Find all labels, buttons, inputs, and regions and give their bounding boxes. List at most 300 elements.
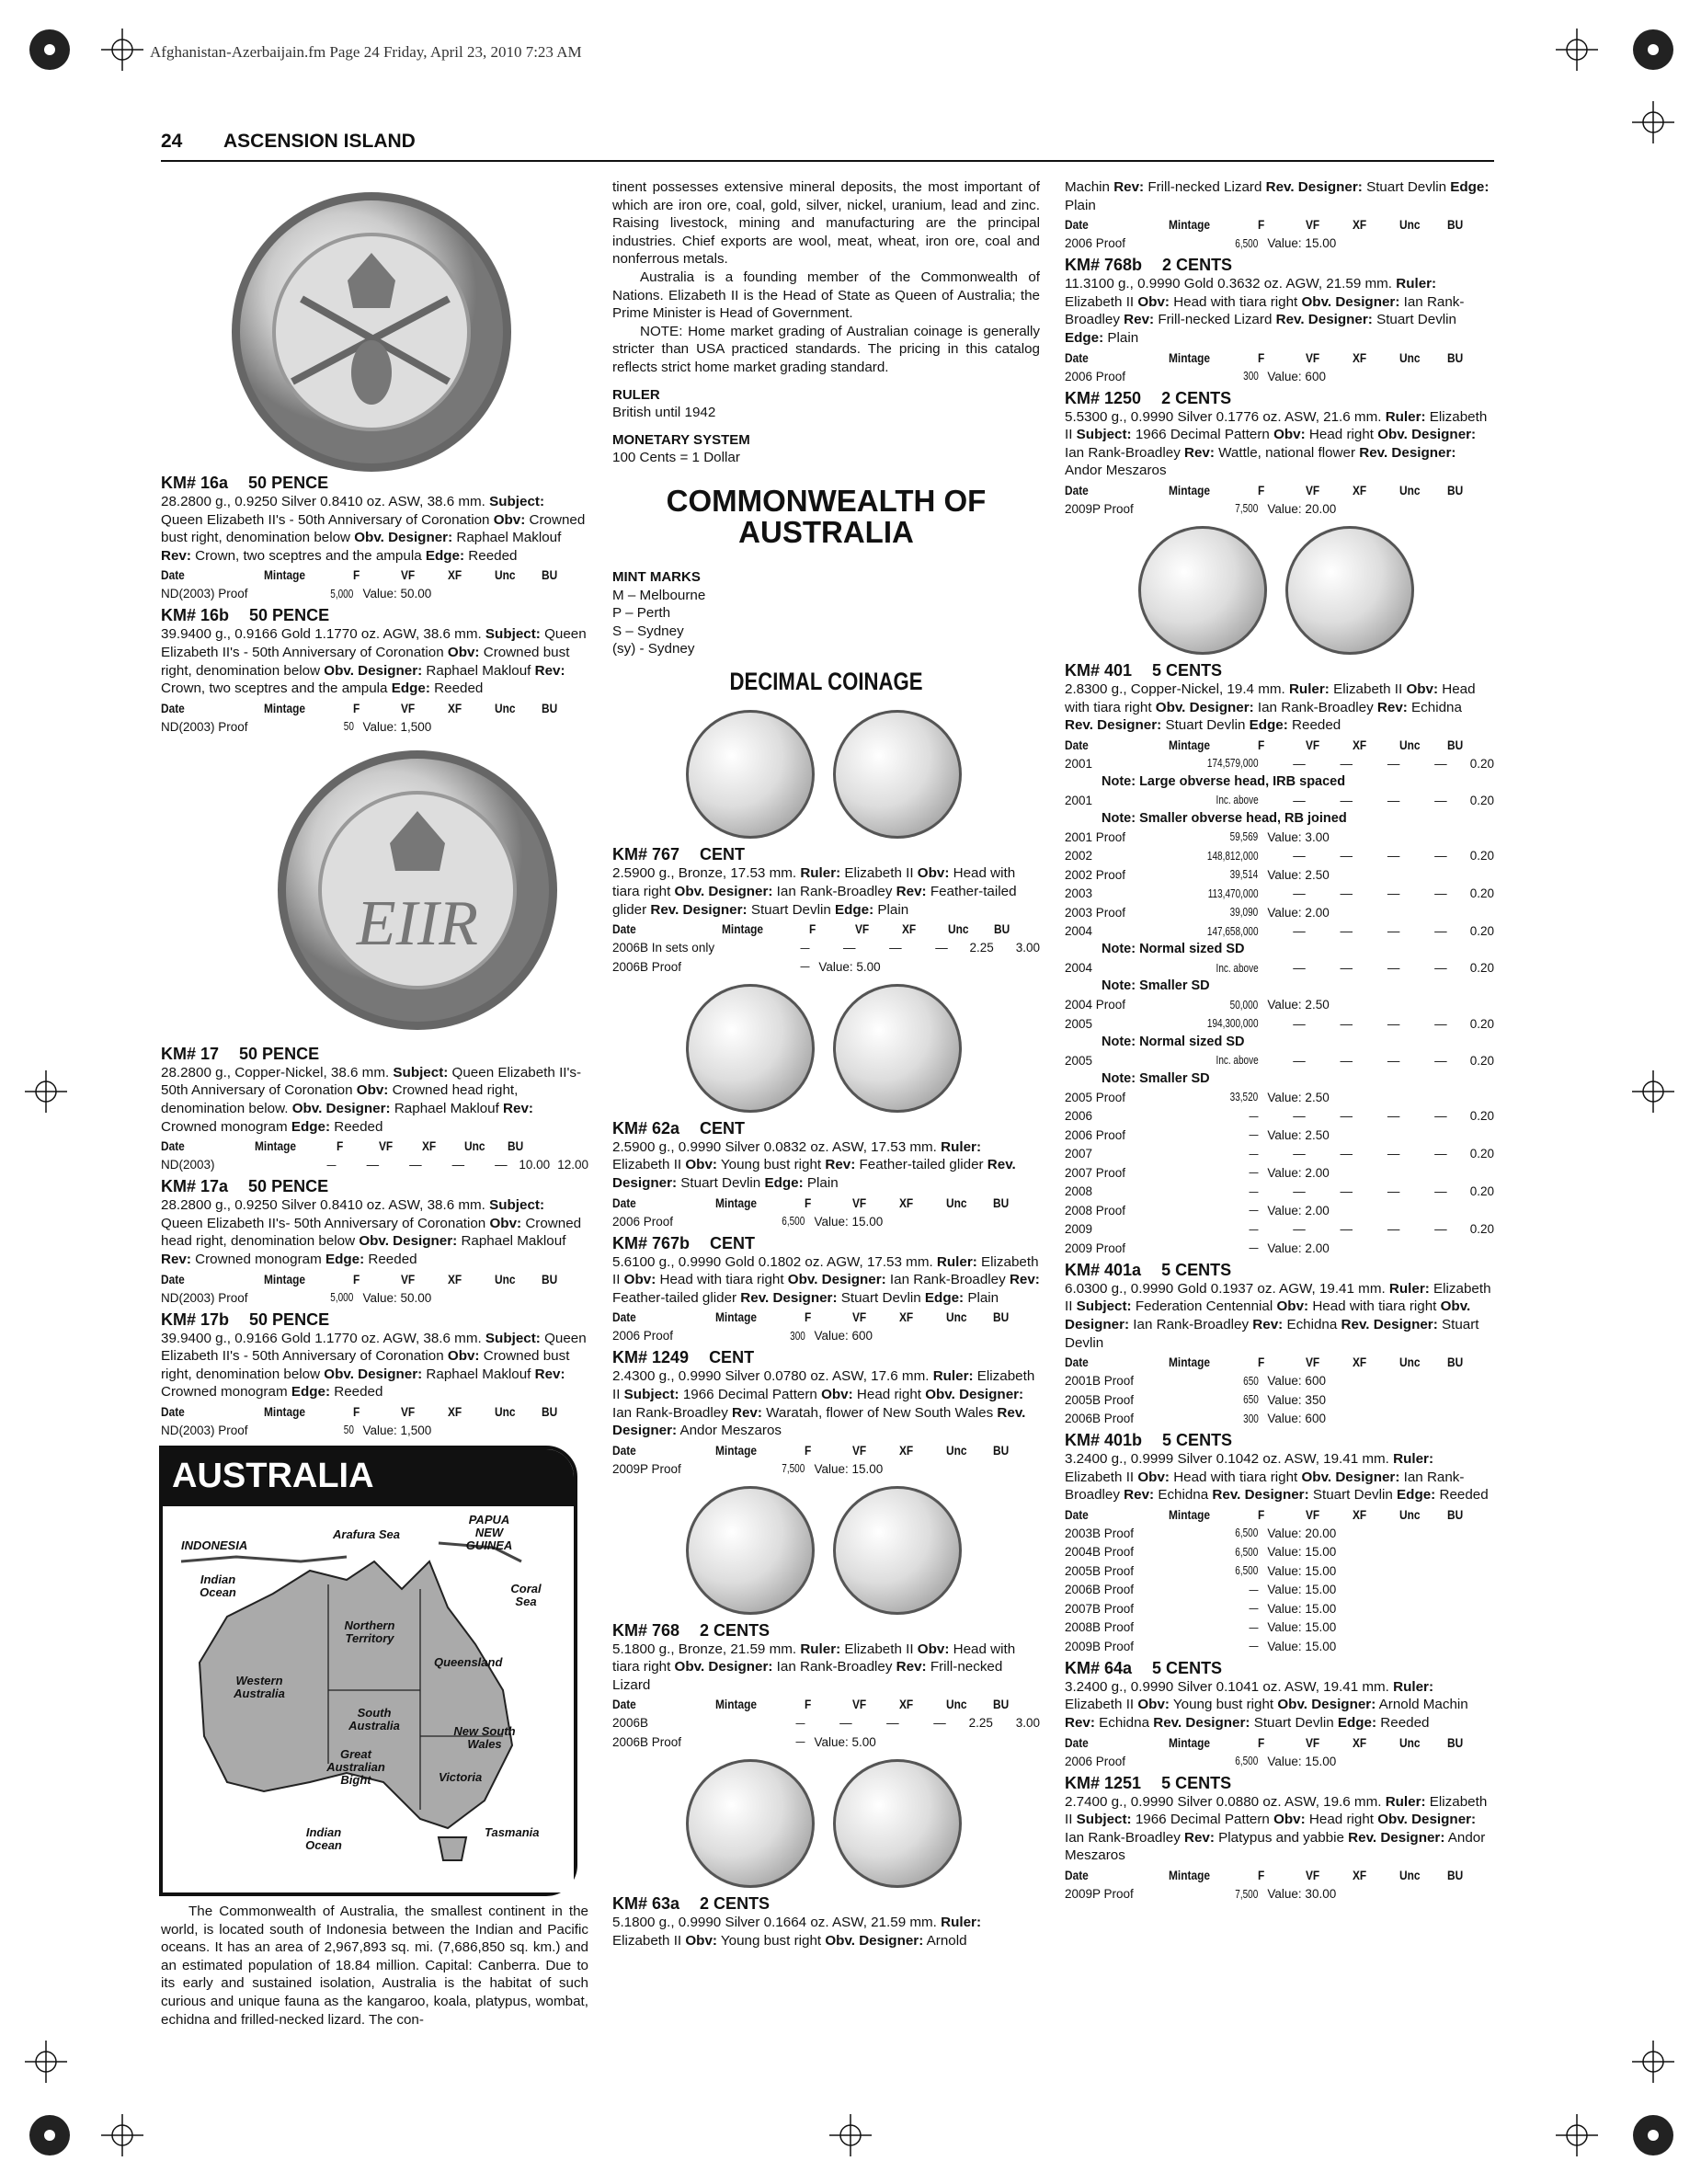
row-mintage: 650 bbox=[1242, 1374, 1259, 1388]
row-date: 2007B Proof bbox=[1065, 1601, 1135, 1616]
field-label: Ruler: bbox=[1393, 1451, 1434, 1468]
field-label: Rev: bbox=[1124, 312, 1155, 328]
row-mintage: — bbox=[1249, 1620, 1259, 1634]
table-header-row bbox=[1065, 1354, 1494, 1372]
map-label: Great Australian Bight bbox=[326, 1747, 385, 1787]
table-row bbox=[1065, 847, 1494, 866]
field-label: Rev: bbox=[534, 1366, 565, 1382]
column-header: Mintage bbox=[264, 700, 306, 715]
row-mintage: 50,000 bbox=[1229, 998, 1259, 1012]
row-cell: — bbox=[1434, 849, 1447, 863]
field-value: Crowned monogram bbox=[190, 1251, 325, 1267]
field-label: Rev: bbox=[1113, 179, 1145, 195]
row-mintage: 6,500 bbox=[1235, 1545, 1259, 1559]
column-header: F bbox=[809, 921, 816, 937]
field-label: Subject: bbox=[489, 1197, 545, 1214]
field-value: Head right bbox=[1305, 427, 1378, 443]
field-value: Reeded bbox=[330, 1384, 383, 1401]
row-cell: 0.20 bbox=[1469, 961, 1494, 976]
row-cell: 147,658,000 bbox=[1206, 924, 1259, 938]
table-header-row bbox=[1065, 1506, 1494, 1525]
field-label: Obv. Designer: bbox=[787, 1272, 886, 1288]
row-date: 2008 bbox=[1065, 1184, 1093, 1199]
table-row bbox=[1065, 1599, 1494, 1618]
column-header: F bbox=[1258, 217, 1265, 233]
field-value: 3.2400 g., 0.9990 Silver 0.1041 oz. ASW, 19.41 mm. bbox=[1065, 1678, 1394, 1695]
row-value: Value: 30.00 bbox=[1267, 1887, 1337, 1902]
column-header: BU bbox=[1446, 737, 1463, 752]
table-header-row bbox=[161, 1403, 588, 1422]
field-value: Machin bbox=[1065, 179, 1114, 195]
row-date: 2009 bbox=[1065, 1222, 1093, 1237]
field-label: Edge: bbox=[1450, 179, 1490, 195]
column-header: VF bbox=[400, 1403, 415, 1419]
table-header-row bbox=[612, 1195, 1040, 1213]
column-header: VF bbox=[1305, 349, 1319, 365]
entry-heading bbox=[161, 1310, 588, 1330]
field-value: Raphael Maklouf bbox=[457, 1233, 566, 1250]
row-mintage: 6,500 bbox=[1235, 1755, 1259, 1768]
column-header: XF bbox=[1353, 737, 1367, 752]
row-date: 2002 bbox=[1065, 849, 1093, 863]
field-value: Echidna bbox=[1154, 1487, 1213, 1504]
km-number: KM# 17a bbox=[161, 1177, 229, 1196]
field-value: Feather-tailed glider bbox=[612, 884, 1017, 918]
table-row bbox=[1065, 1372, 1494, 1391]
row-cell: — bbox=[1387, 1053, 1400, 1068]
field-value: Frill-necked Lizard bbox=[1154, 312, 1276, 328]
mint-mark: P – Perth bbox=[612, 605, 671, 622]
coin-pair-401 bbox=[1065, 521, 1494, 659]
table-row bbox=[161, 717, 588, 737]
field-value: Crowned bust right, denomination below bbox=[161, 644, 570, 679]
row-date: ND(2003) bbox=[161, 1158, 215, 1172]
field-value: Queen Elizabeth II's- 50th Anniversary of Coronation bbox=[161, 1215, 490, 1231]
column-header: Date bbox=[612, 921, 636, 937]
field-value: Reeded bbox=[429, 680, 484, 697]
field-value: Elizabeth II bbox=[840, 1641, 918, 1657]
table-header-row bbox=[612, 920, 1040, 939]
field-value: Ian Rank-Broadley bbox=[772, 1659, 896, 1675]
field-value: Arnold bbox=[923, 1932, 967, 1949]
km-number: KM# 401b bbox=[1065, 1431, 1143, 1450]
column-header: XF bbox=[898, 1697, 913, 1712]
ruler-value: British until 1942 bbox=[612, 405, 716, 421]
field-value: 1966 Decimal Pattern bbox=[1131, 427, 1274, 443]
field-value: Ian Rank-Broadley bbox=[1065, 1829, 1185, 1846]
field-value: 28.2800 g., Copper-Nickel, 38.6 mm. bbox=[161, 1064, 394, 1081]
row-mintage: — bbox=[1249, 1602, 1259, 1616]
field-value: Crowned bust right, denomination below bbox=[161, 1348, 570, 1382]
row-cell: — bbox=[1249, 1222, 1259, 1236]
column-header: Unc bbox=[1399, 1868, 1421, 1883]
entry-description bbox=[612, 864, 1040, 919]
catalog-entry bbox=[161, 1177, 588, 1307]
table-header-row bbox=[161, 700, 588, 718]
catalog-entry bbox=[161, 1045, 588, 1174]
entry-description bbox=[1065, 1793, 1494, 1865]
map-label: New South Wales bbox=[453, 1724, 516, 1751]
row-cell: 2.25 bbox=[969, 941, 994, 955]
km-number: KM# 17b bbox=[161, 1309, 230, 1329]
table-row bbox=[612, 1714, 1040, 1733]
field-value: Crowned monogram bbox=[161, 1118, 291, 1135]
map-label: Indian Ocean bbox=[200, 1572, 236, 1599]
entry-heading bbox=[1065, 389, 1494, 408]
field-value: Ian Rank-Broadley bbox=[1253, 699, 1377, 715]
country-title: COMMONWEALTH OF AUSTRALIA bbox=[666, 483, 987, 549]
row-cell: — bbox=[1340, 1184, 1353, 1199]
field-label: Edge: bbox=[291, 1118, 331, 1135]
row-date: 2003 Proof bbox=[1065, 905, 1126, 920]
field-value: Head with tiara right bbox=[1065, 680, 1476, 715]
field-value: Platypus and yabbie bbox=[1214, 1829, 1349, 1846]
row-value: Value: 2.00 bbox=[1267, 905, 1330, 920]
row-mintage: — bbox=[800, 960, 810, 974]
field-label: Rev: bbox=[1065, 1715, 1095, 1732]
field-label: Obv: bbox=[447, 1348, 480, 1365]
column-header: Mintage bbox=[1168, 1355, 1210, 1370]
km-number: KM# 1250 bbox=[1065, 388, 1142, 407]
column-header: F bbox=[353, 700, 360, 715]
field-label: Rev. Designer: bbox=[1153, 1715, 1250, 1732]
row-mintage: — bbox=[1249, 1583, 1259, 1596]
row-value: Value: 3.00 bbox=[1267, 829, 1330, 844]
field-label: Obv: bbox=[1273, 427, 1306, 443]
field-value: Head right bbox=[852, 1386, 926, 1402]
column-header: BU bbox=[541, 700, 558, 715]
coin-reverse-icon bbox=[833, 710, 962, 839]
row-cell: — bbox=[889, 941, 902, 955]
denomination: CENT bbox=[700, 845, 746, 864]
field-value: Crown, two sceptres and the ampula bbox=[190, 547, 426, 564]
row-cell: — bbox=[1340, 1053, 1353, 1068]
column-header: Mintage bbox=[1168, 482, 1210, 497]
field-value: Reeded bbox=[464, 547, 518, 564]
row-value: Value: 50.00 bbox=[362, 587, 432, 601]
field-value: Raphael Maklouf bbox=[422, 662, 535, 679]
entry-table bbox=[1065, 482, 1494, 519]
row-cell: 194,300,000 bbox=[1206, 1017, 1259, 1031]
field-value: Elizabeth II bbox=[612, 1368, 1035, 1402]
denomination: CENT bbox=[710, 1233, 756, 1252]
column-header: F bbox=[353, 567, 360, 583]
table-header-row bbox=[1065, 1734, 1494, 1753]
field-label: Obv: bbox=[1137, 1469, 1170, 1485]
field-value: 5.5300 g., 0.9990 Silver 0.1776 oz. ASW, 21.6 mm. bbox=[1065, 408, 1386, 425]
field-value: 2.8300 g., Copper-Nickel, 19.4 mm. bbox=[1065, 680, 1289, 697]
row-cell: — bbox=[1387, 849, 1400, 863]
row-value: Value: 600 bbox=[1267, 1374, 1326, 1389]
field-value: Plain bbox=[1103, 329, 1139, 346]
catalog-entry bbox=[161, 606, 588, 736]
row-cell: — bbox=[1293, 1109, 1306, 1124]
field-value: Stuart Devlin bbox=[1308, 1487, 1398, 1504]
field-value: Elizabeth II bbox=[1065, 1697, 1138, 1713]
denomination: 5 CENTS bbox=[1161, 1260, 1232, 1279]
column-header: Date bbox=[1065, 482, 1089, 497]
field-value: Crowned monogram bbox=[161, 1384, 291, 1401]
entry-heading bbox=[161, 1045, 588, 1064]
column-header: Date bbox=[161, 567, 185, 583]
column-header: F bbox=[353, 1271, 360, 1286]
field-value: Stuart Devlin bbox=[1161, 717, 1250, 734]
field-value: Stuart Devlin bbox=[1065, 1316, 1479, 1351]
coin-pair-767 bbox=[612, 705, 1040, 843]
field-value: Head with tiara right bbox=[612, 865, 1016, 900]
table-row bbox=[1065, 1561, 1494, 1581]
field-value: Elizabeth II bbox=[612, 1253, 1039, 1288]
denomination: 5 CENTS bbox=[1161, 1773, 1232, 1792]
column-header: Date bbox=[1065, 1734, 1089, 1750]
row-date: 2008B Proof bbox=[1065, 1620, 1135, 1635]
table-header-row bbox=[1065, 216, 1494, 234]
monetary-label: MONETARY SYSTEM bbox=[612, 431, 750, 448]
running-header bbox=[161, 131, 1494, 162]
column-header: VF bbox=[1305, 1506, 1319, 1522]
column-header: VF bbox=[1305, 217, 1319, 233]
row-cell: — bbox=[1340, 1222, 1353, 1237]
entry-description bbox=[612, 1914, 1040, 1950]
row-cell: — bbox=[1340, 1147, 1353, 1161]
row-date: 2006 Proof bbox=[1065, 236, 1126, 251]
field-label: Subject: bbox=[489, 494, 545, 509]
row-date: 2008 Proof bbox=[1065, 1203, 1126, 1218]
field-label: Subject: bbox=[393, 1064, 449, 1081]
field-label: Subject: bbox=[623, 1386, 679, 1402]
table-row bbox=[1065, 1051, 1494, 1070]
row-value: Value: 15.00 bbox=[1267, 1639, 1337, 1653]
column-header: F bbox=[805, 1195, 812, 1210]
field-label: Rev: bbox=[1124, 1487, 1155, 1504]
field-value: Crowned head right, denomination below bbox=[161, 1215, 582, 1250]
catalog-entry bbox=[612, 1119, 1040, 1231]
map-label: Coral Sea bbox=[510, 1582, 542, 1608]
row-mintage: 650 bbox=[1242, 1393, 1259, 1407]
column-header: Mintage bbox=[715, 1195, 758, 1210]
column-2 bbox=[612, 178, 1040, 1950]
field-label: Edge: bbox=[764, 1174, 804, 1191]
entry-description bbox=[1065, 408, 1494, 480]
entry-heading bbox=[161, 1177, 588, 1196]
row-cell: — bbox=[1434, 961, 1447, 976]
field-value: Stuart Devlin bbox=[837, 1289, 925, 1306]
table-row bbox=[1065, 885, 1494, 904]
field-value: Reeded bbox=[1376, 1715, 1430, 1732]
row-value: Value: 1,500 bbox=[362, 1423, 432, 1437]
table-row bbox=[1065, 828, 1494, 847]
row-mintage: — bbox=[795, 1735, 805, 1749]
field-label: Obv. Designer: bbox=[1377, 1812, 1477, 1828]
catalog-entry bbox=[1065, 1261, 1494, 1428]
column-header: XF bbox=[447, 1271, 462, 1286]
row-cell: 174,579,000 bbox=[1206, 757, 1259, 771]
row-cell: — bbox=[1434, 1053, 1447, 1068]
row-date: 2005 bbox=[1065, 1053, 1093, 1068]
field-value: Head with tiara right bbox=[1169, 1469, 1302, 1485]
row-date: 2006 bbox=[1065, 1109, 1093, 1124]
map-label: Queensland bbox=[434, 1655, 503, 1669]
field-label: Edge: bbox=[325, 1251, 365, 1267]
coin-pair-63a bbox=[612, 1755, 1040, 1892]
catalog-entry bbox=[161, 1310, 588, 1440]
row-value: Value: 600 bbox=[1267, 369, 1326, 383]
row-cell: 3.00 bbox=[1015, 1716, 1040, 1731]
row-date: ND(2003) Proof bbox=[161, 1423, 248, 1437]
field-label: Obv: bbox=[623, 1272, 656, 1288]
column-header: Unc bbox=[1399, 217, 1421, 233]
row-value: Value: 2.50 bbox=[1267, 1127, 1330, 1142]
row-value: Value: 350 bbox=[1267, 1392, 1326, 1407]
field-label: Obv: bbox=[356, 1082, 389, 1099]
column-header: F bbox=[805, 1309, 812, 1325]
entry-description bbox=[161, 493, 588, 565]
km-number: KM# 62a bbox=[612, 1118, 680, 1138]
column-header: XF bbox=[898, 1309, 913, 1325]
field-label: Edge: bbox=[1397, 1487, 1436, 1504]
column-header: Date bbox=[612, 1195, 636, 1210]
row-cell: 148,812,000 bbox=[1206, 849, 1259, 863]
km-number: KM# 17 bbox=[161, 1044, 220, 1063]
field-label: Ruler: bbox=[1385, 408, 1426, 425]
field-value: Andor Meszaros bbox=[1065, 1829, 1486, 1864]
row-date: 2009 Proof bbox=[1065, 1241, 1126, 1255]
row-cell: — bbox=[1293, 1147, 1306, 1161]
field-label: Edge: bbox=[924, 1289, 965, 1306]
field-label: Ruler: bbox=[1385, 1793, 1426, 1810]
field-label: Rev: bbox=[534, 662, 565, 679]
denomination: 50 PENCE bbox=[239, 1044, 320, 1063]
field-label: Obv. Designer: bbox=[674, 884, 773, 900]
field-label: Subject: bbox=[485, 1330, 541, 1346]
field-value: Feather-tailed glider bbox=[612, 1289, 741, 1306]
table-header-row bbox=[161, 566, 588, 585]
row-mintage: 7,500 bbox=[1235, 502, 1259, 516]
table-row bbox=[1065, 1885, 1494, 1904]
row-cell: — bbox=[935, 941, 948, 955]
field-label: Ruler: bbox=[800, 1641, 841, 1657]
table-row bbox=[1065, 1543, 1494, 1562]
field-label: Subject: bbox=[1076, 1298, 1132, 1315]
entry-description bbox=[612, 1138, 1040, 1193]
table-row bbox=[1065, 903, 1494, 922]
column-header: VF bbox=[1305, 737, 1319, 752]
denomination: 2 CENTS bbox=[1161, 388, 1232, 407]
row-cell: 0.20 bbox=[1469, 1184, 1494, 1199]
field-value: Plain bbox=[803, 1174, 839, 1191]
denomination: 5 CENTS bbox=[1152, 1658, 1223, 1677]
field-label: Rev. Designer: bbox=[1275, 312, 1373, 328]
row-cell: — bbox=[451, 1158, 465, 1172]
row-cell: — bbox=[1387, 961, 1400, 976]
column-header: BU bbox=[1446, 482, 1463, 497]
row-date: 2001 bbox=[1065, 756, 1093, 771]
column-header: XF bbox=[421, 1138, 436, 1154]
field-value: Head right bbox=[1305, 1812, 1378, 1828]
table-row bbox=[161, 1156, 588, 1175]
column-header: VF bbox=[1305, 482, 1319, 497]
row-cell: — bbox=[1340, 793, 1353, 807]
row-date: 2004B Proof bbox=[1065, 1545, 1135, 1560]
row-value: Value: 15.00 bbox=[1267, 1545, 1337, 1560]
monetary-value: 100 Cents = 1 Dollar bbox=[612, 450, 740, 466]
entry-table bbox=[1065, 737, 1494, 1258]
map-title: AUSTRALIA bbox=[163, 1449, 574, 1506]
km-number: KM# 16a bbox=[161, 474, 229, 492]
row-mintage: 5,000 bbox=[330, 587, 354, 600]
field-value: Andor Meszaros bbox=[1065, 463, 1167, 479]
field-label: Ruler: bbox=[1388, 1280, 1430, 1297]
row-cell: — bbox=[1434, 924, 1447, 939]
row-value: Value: 15.00 bbox=[1267, 1563, 1337, 1578]
row-cell: 10.00 bbox=[519, 1158, 551, 1172]
field-label: Ruler: bbox=[1396, 276, 1437, 292]
row-value: Value: 15.00 bbox=[814, 1461, 884, 1476]
row-cell: — bbox=[1340, 849, 1353, 863]
field-value: Ian Rank-Broadley bbox=[1129, 1316, 1253, 1332]
column-header: Unc bbox=[947, 921, 969, 937]
row-date: 2009P Proof bbox=[1065, 1887, 1134, 1902]
table-row bbox=[161, 1288, 588, 1308]
field-value: Echidna bbox=[1407, 699, 1462, 715]
entry-description bbox=[612, 1641, 1040, 1695]
table-header-row bbox=[161, 1271, 588, 1289]
row-mintage: 7,500 bbox=[1235, 1887, 1259, 1901]
field-value: Reeded bbox=[330, 1118, 383, 1135]
australia-map bbox=[159, 1446, 577, 1896]
column-header: Unc bbox=[945, 1309, 967, 1325]
row-value: Value: 5.00 bbox=[814, 1734, 876, 1749]
column-header: F bbox=[353, 1403, 360, 1419]
row-mintage: 300 bbox=[1242, 370, 1259, 383]
column-header: F bbox=[1258, 482, 1265, 497]
table-row bbox=[1065, 1752, 1494, 1771]
row-cell: — bbox=[1293, 961, 1306, 976]
entry-table bbox=[612, 1195, 1040, 1231]
table-header-row bbox=[1065, 349, 1494, 368]
column-header: F bbox=[1258, 737, 1265, 752]
column-header: XF bbox=[1353, 1355, 1367, 1370]
row-cell: — bbox=[1434, 1184, 1447, 1199]
row-cell: 0.20 bbox=[1469, 1016, 1494, 1031]
column-header: Date bbox=[161, 1138, 185, 1154]
field-value: Reeded bbox=[1287, 717, 1341, 734]
row-cell: — bbox=[1293, 793, 1306, 807]
row-cell: — bbox=[1293, 1184, 1306, 1199]
field-label: Obv. Designer: bbox=[925, 1386, 1024, 1402]
column-header: XF bbox=[898, 1442, 913, 1458]
field-value: Head with tiara right bbox=[612, 1641, 1016, 1675]
field-value: Arnold Machin bbox=[1376, 1697, 1468, 1713]
field-value: Elizabeth II bbox=[1065, 1280, 1491, 1315]
coin-reverse-icon bbox=[1285, 526, 1414, 655]
field-value: Stuart Devlin bbox=[747, 901, 835, 918]
field-label: Rev: bbox=[1184, 444, 1215, 461]
map-label: South Australia bbox=[348, 1706, 400, 1732]
field-value: Raphael Maklouf bbox=[452, 530, 562, 546]
table-row bbox=[1065, 865, 1494, 885]
intro-paragraph: NOTE: Home market grading of Australian coinage is generally stricter than USA practiced standards. The pricing in this catalog reflects strict home market grading standard. bbox=[612, 323, 1040, 375]
column-header: BU bbox=[1446, 1506, 1463, 1522]
field-value: Frill-necked Lizard bbox=[1144, 179, 1266, 195]
column-header: XF bbox=[1353, 1506, 1367, 1522]
field-label: Obv. Designer: bbox=[354, 530, 453, 546]
row-note: Note: Normal sized SD bbox=[1102, 942, 1245, 957]
row-mintage: — bbox=[1249, 1166, 1259, 1180]
column-header: BU bbox=[992, 1195, 1010, 1210]
column-header: Date bbox=[161, 1403, 185, 1419]
col2-entries bbox=[612, 705, 1040, 1950]
